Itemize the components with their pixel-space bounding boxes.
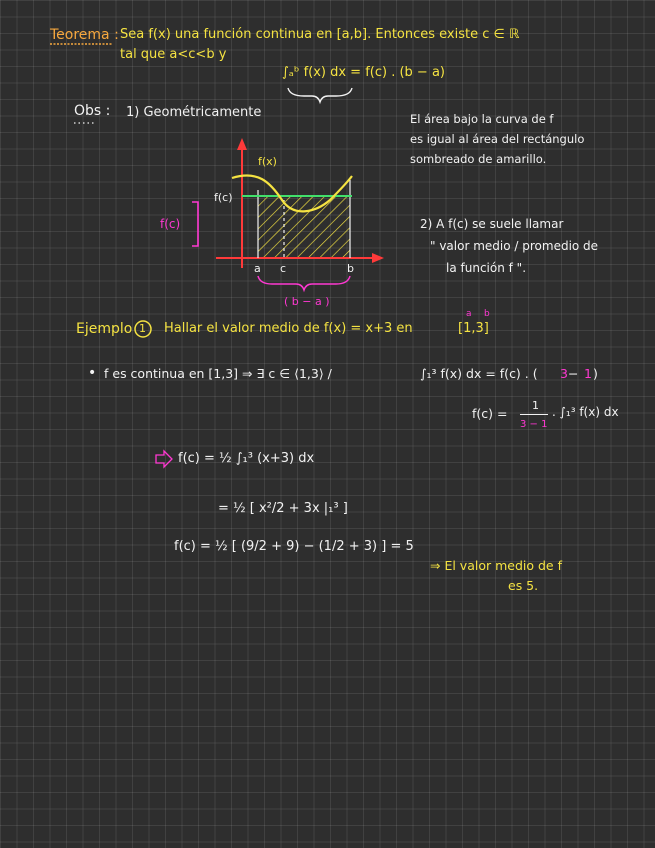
theorem-label: Teorema : xyxy=(50,27,119,43)
theorem-formula: ∫ₐᵇ f(x) dx = f(c) . (b − a) xyxy=(282,65,445,80)
graph-fx-label: f(x) xyxy=(258,155,277,168)
example-statement: Hallar el valor medio de f(x) = x+3 en xyxy=(164,321,413,336)
arrow-bullet-icon xyxy=(156,451,172,467)
solution-step-3: f(c) = ½ [ (9/2 + 9) − (1/2 + 3) ] = 5 xyxy=(174,539,414,554)
example-interval: [1,3] xyxy=(458,321,489,336)
obs-item-2-line-3: la función f ". xyxy=(446,261,527,275)
fc-formula-label: f(c) = xyxy=(472,406,508,421)
example-interval-a: a xyxy=(466,309,472,319)
integral-equation-one: 1 xyxy=(584,366,592,381)
y-axis-arrow xyxy=(237,138,247,150)
obs-item-1: 1) Geométricamente xyxy=(126,105,262,120)
continuity-bullet: • xyxy=(88,365,97,381)
conclusion-line-1: ⇒ El valor medio de f xyxy=(430,558,562,573)
graph-tick-a: a xyxy=(254,262,261,275)
theorem-line-1: Sea f(x) una función continua en [a,b]. Entonces existe c ∈ ℝ xyxy=(120,27,520,42)
obs-item-2-line-2: " valor medio / promedio de xyxy=(430,239,599,253)
mean-value-graph xyxy=(192,138,384,290)
fc-formula-fraction-bar xyxy=(520,414,548,415)
x-axis-arrow xyxy=(372,253,384,263)
solution-step-2: = ½ [ x²/2 + 3x |₁³ ] xyxy=(218,501,348,516)
integral-equation-minus: − xyxy=(568,366,579,381)
continuity-statement: f es continua en [1,3] ⇒ ∃ c ∈ ⟨1,3⟩ / xyxy=(104,366,332,381)
fc-formula-numerator: 1 xyxy=(532,399,539,412)
integral-equation-close: ) xyxy=(593,366,598,381)
obs-text-1-line-3: sombreado de amarillo. xyxy=(410,152,547,166)
fc-bracket xyxy=(192,202,198,246)
integral-equation: ∫₁³ f(x) dx = f(c) . ( xyxy=(420,366,538,381)
formula-brace xyxy=(288,88,352,102)
graph-fc-brace-label: f(c) xyxy=(160,217,181,231)
graph-tick-c: c xyxy=(280,262,287,275)
graph-tick-b: b xyxy=(347,262,354,275)
mean-value-rectangle xyxy=(258,196,350,258)
example-interval-b: b xyxy=(484,309,490,319)
example-label: Ejemplo xyxy=(76,321,133,337)
obs-text-1-line-1: El área bajo la curva de f xyxy=(410,112,554,126)
example-number: 1 xyxy=(139,322,146,335)
solution-step-1: f(c) = ½ ∫₁³ (x+3) dx xyxy=(178,451,315,466)
obs-label: Obs : xyxy=(74,103,111,119)
conclusion-line-2: es 5. xyxy=(508,578,539,593)
integral-equation-three: 3 xyxy=(560,366,568,381)
theorem-line-2: tal que a<c<b y xyxy=(120,47,227,62)
graph-fc-axis-label: f(c) xyxy=(214,191,233,204)
fc-formula-denominator: 3 − 1 xyxy=(520,419,548,430)
fc-formula-tail: . ∫₁³ f(x) dx xyxy=(552,405,619,419)
obs-item-2-line-1: 2) A f(c) se suele llamar xyxy=(420,217,564,231)
graph-width-label: ( b − a ) xyxy=(284,295,330,308)
width-brace xyxy=(258,276,350,290)
obs-text-1-line-2: es igual al área del rectángulo xyxy=(410,132,585,146)
